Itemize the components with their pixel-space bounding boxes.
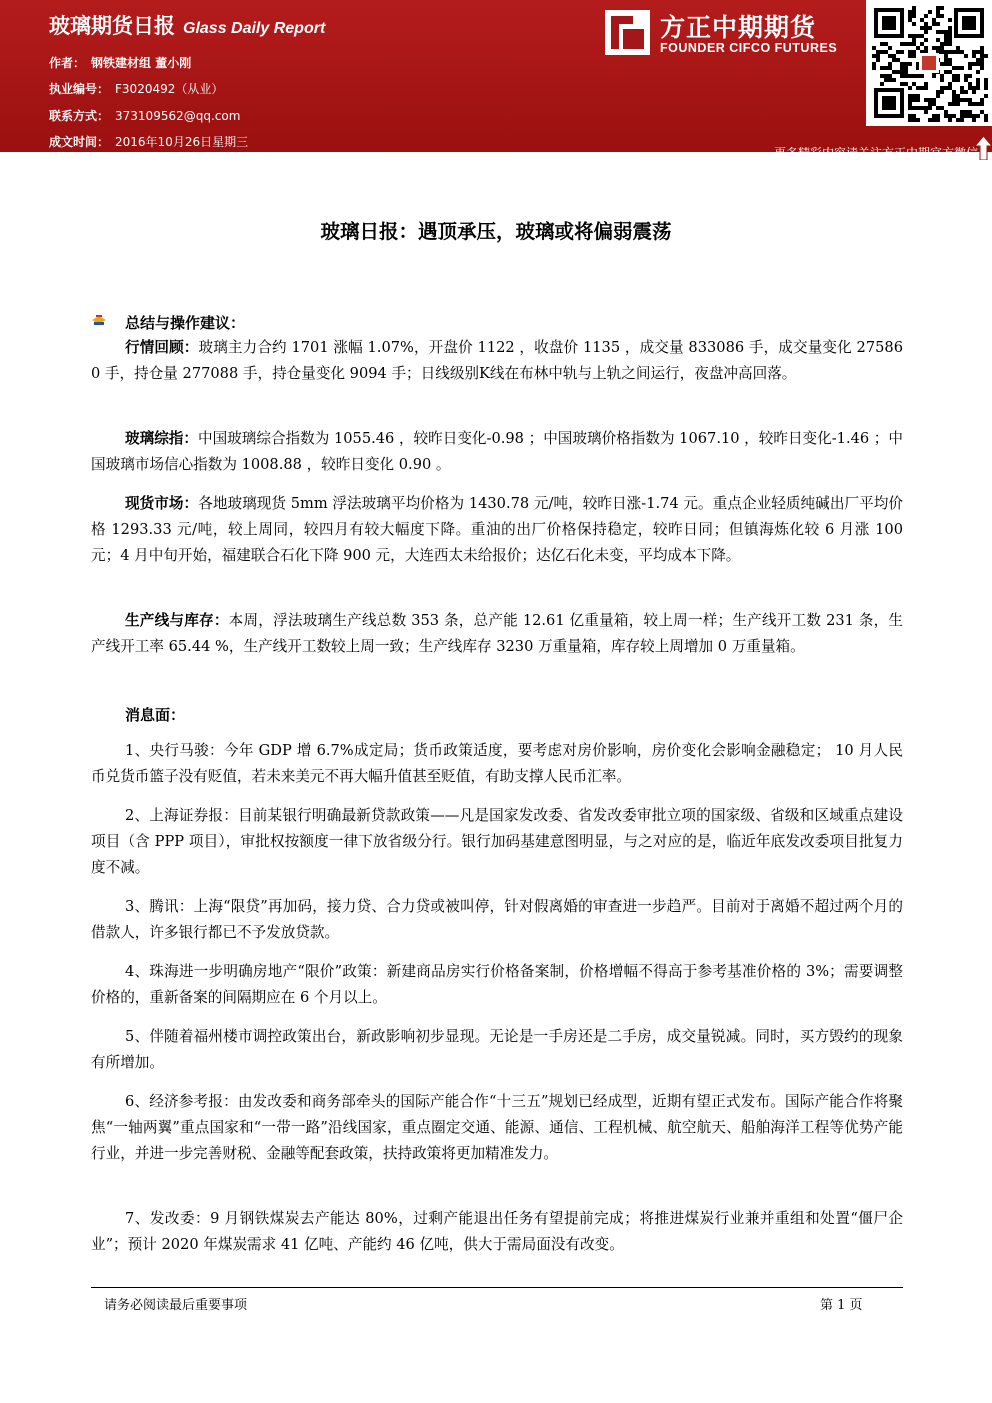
section-market-review (91, 335, 903, 387)
founder-logo-icon (605, 10, 650, 55)
section-lead: 现货市场： (125, 495, 199, 512)
news-item: 2、上海证券报：目前某银行明确最新贷款政策——凡是国家发改委、省发改委审批立项的国家级、省级和区域重点建设项目（含 PPP 项目），审批权按额度一律下放省级分行。银行加码基建意图明显，与之对应的是，临近年底发改委项目批复力度不减。 (91, 807, 903, 876)
news-item: 6、经济参考报：由发改委和商务部牵头的国际产能合作“十三五”规划已经成型，近期有望正式发布。国际产能合作将聚焦“一轴两翼”重点国家和“一带一路”沿线国家，重点圈定交通、能源、通信、工程机械、航空航天、船舶海洋工程等优势产能行业，并进一步完善财税、金融等配套政策，扶持政策将更加精准发力。 (91, 1093, 903, 1162)
logo-text-cn: 方正中期期货 (660, 13, 817, 42)
license-row (49, 80, 223, 97)
news-item: 1、央行马骏：今年 GDP 增 6.7%成定局；货币政策适度，要考虑对房价影响，房价变化会影响金融稳定； 10 月人民币兑货币篮子没有贬值，若未来美元不再大幅升值甚至贬值，有助支撑人民币汇率。 (91, 742, 903, 785)
summary-heading: 总结与操作建议： (125, 314, 246, 332)
news-heading: 消息面： (125, 706, 186, 724)
report-title-en: Glass Daily Report (183, 20, 326, 37)
section-lead: 行情回顾： (125, 339, 199, 356)
section-lead: 玻璃综指： (125, 430, 198, 447)
section-spot-market (91, 491, 903, 569)
section-glass-index (91, 426, 903, 478)
contact-label: 联系方式： (49, 109, 110, 123)
section-text: 各地玻璃现货 5mm 浮法玻璃平均价格为 1430.78 元/吨，较昨日涨-1.74 元。重点企业轻质纯碱出厂平均价格 1293.33 元/吨，较上周同，较四月有较大幅度下降。重油的出厂价格保持稳定，较昨日同；但镇海炼化较 6 月涨 100 元；4 月中旬开始，福建联合石化下降 900 元，大连西太未给报价；达亿石化未变，平均成本下降。 (91, 495, 903, 564)
report-header (0, 0, 992, 160)
contact-value[interactable]: 373109562@qq.com (115, 109, 241, 123)
date-value: 2016年10月26日星期三 (115, 135, 249, 149)
news-item: 4、珠海进一步明确房地产“限价”政策：新建商品房实行价格备案制，价格增幅不得高于参考基准价格的 3%；需要调整价格的，重新备案的间隔期应在 6 个月以上。 (91, 963, 903, 1006)
section-text: 本周，浮法玻璃生产线总数 353 条，总产能 12.61 亿重量箱，较上周一样；生产线开工数 231 条，生产线开工率 65.44 %，生产线开工数较上周一致；生产线库存 3230 万重量箱，库存较上周增加 0 万重量箱。 (91, 612, 903, 655)
contact-row (49, 107, 240, 124)
date-row (49, 133, 248, 150)
author-label: 作者： (49, 56, 86, 70)
section-lead: 生产线与库存： (125, 612, 229, 629)
arrow-up-icon (975, 136, 992, 160)
page-number: 第 1 页 (820, 1298, 863, 1313)
license-value: F3020492（从业） (115, 82, 224, 96)
news-item: 7、发改委：9 月钢铁煤炭去产能达 80%，过剩产能退出任务有望提前完成；将推进煤炭行业兼并重组和处置“僵尸企业”；预计 2020 年煤炭需求 41 亿吨、产能约 46 亿吨，供大于需局面没有改变。 (91, 1210, 903, 1253)
news-item: 5、伴随着福州楼市调控政策出台，新政影响初步显现。无论是一手房还是二手房，成交量锐减。同时，买方毁约的现象有所增加。 (91, 1028, 903, 1071)
report-title-banner (49, 10, 325, 40)
author-value: 钢铁建材组 董小刚 (91, 56, 192, 70)
author-row (49, 54, 191, 71)
date-label: 成文时间： (49, 135, 110, 149)
footer-divider (91, 1287, 903, 1288)
qr-code-icon (866, 0, 992, 126)
company-logo (605, 8, 860, 58)
follow-wechat-text: 更多精彩内容请关注方正中期官方微信 (773, 146, 978, 160)
section-text: 中国玻璃综合指数为 1055.46 ，较昨日变化-0.98 ；中国玻璃价格指数为 1067.10 ，较昨日变化-1.46 ；中国玻璃市场信心指数为 1008.88 ，较昨日变化 0.90 。 (91, 430, 903, 473)
footer-notice: 请务必阅读最后重要事项 (104, 1298, 248, 1313)
logo-text-en: FOUNDER CIFCO FUTURES (660, 41, 838, 55)
license-label: 执业编号： (49, 82, 110, 96)
bullet-icon (92, 314, 106, 326)
document-title: 玻璃日报：遇顶承压，玻璃或将偏弱震荡 (320, 220, 672, 243)
section-production-inventory (91, 608, 903, 660)
report-title-cn: 玻璃期货日报 (49, 14, 175, 38)
section-text: 玻璃主力合约 1701 涨幅 1.07%，开盘价 1122 ，收盘价 1135 ，成交量 833086 手，成交量变化 275860 手，持仓量 277088 手，持仓量变化 9094 手；日线级别K线在布林中轨与上轨之间运行，夜盘冲高回落。 (91, 339, 903, 382)
news-item: 3、腾讯：上海“限贷”再加码，接力贷、合力贷或被叫停，针对假离婚的审查进一步趋严。目前对于离婚不超过两个月的借款人，许多银行都已不予发放贷款。 (91, 898, 903, 941)
